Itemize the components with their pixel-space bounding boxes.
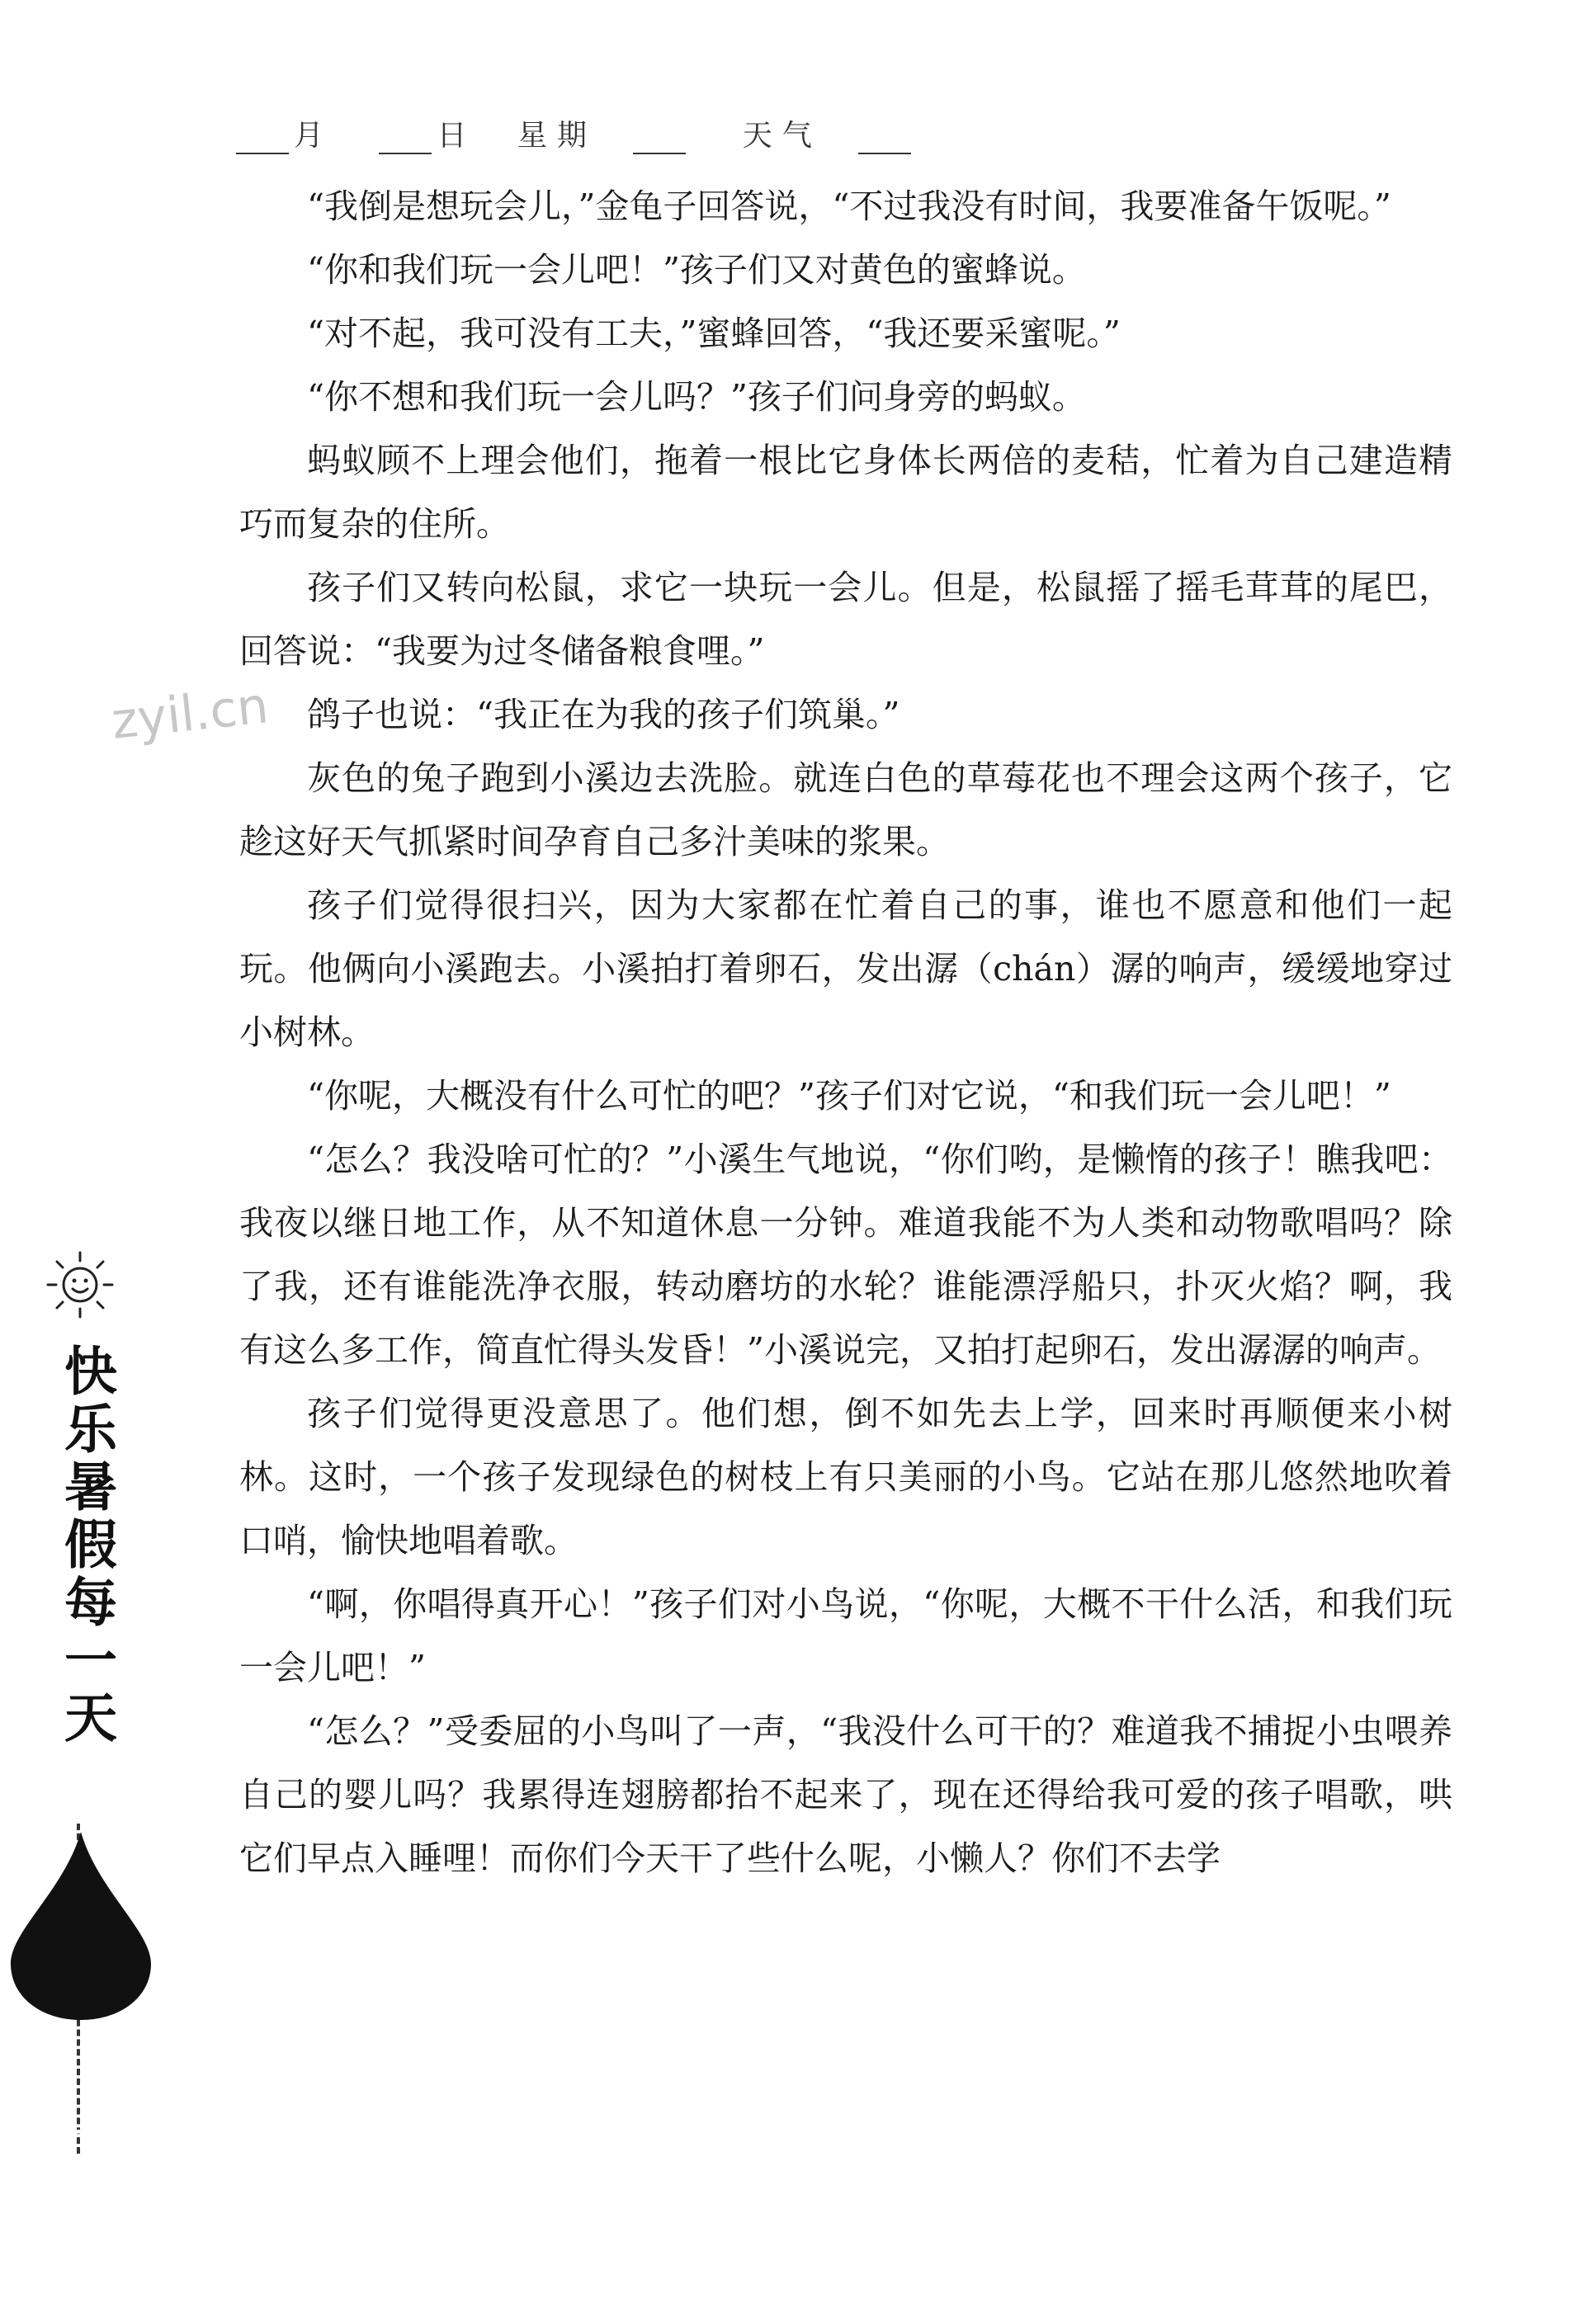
date-weather-header <box>231 112 916 154</box>
story-text <box>239 175 1452 1890</box>
weather-blank[interactable] <box>858 120 911 154</box>
watermark: zyil.cn <box>108 677 272 751</box>
page-number: 108 <box>31 2121 126 2178</box>
paragraph: 孩子们觉得很扫兴，因为大家都在忙着自己的事，谁也不愿意和他们一起玩。他俩向小溪跑去。小溪拍打着卵石，发出潺（chán）潺的响声，缓缓地穿过小树林。 <box>239 885 1452 1052</box>
day-blank[interactable] <box>379 120 432 154</box>
paragraph: 孩子们又转向松鼠，求它一块玩一会儿。但是，松鼠摇了摇毛茸茸的尾巴，回答说：“我要为过冬储备粮食哩。” <box>239 568 1452 671</box>
paragraph: 蚂蚁顾不上理会他们，拖着一根比它身体长两倍的麦秸，忙着为自己建造精巧而复杂的住所。 <box>239 441 1452 544</box>
smiling-sun-icon <box>45 1249 116 1320</box>
paragraph: “对不起，我可没有工夫，”蜜蜂回答，“我还要采蜜呢。” <box>307 314 1121 353</box>
paragraph: “你不想和我们玩一会儿吗？”孩子们问身旁的蚂蚁。 <box>307 377 1086 417</box>
weather-label: 天气 <box>742 119 822 153</box>
paragraph: “我倒是想玩会儿，”金龟子回答说，“不过我没有时间，我要准备午饭呢。” <box>307 186 1391 226</box>
paragraph: 孩子们觉得更没意思了。他们想，倒不如先去上学，回来时再顺便来小树林。这时，一个孩子发现绿色的树枝上有只美丽的小鸟。它站在那儿悠然地吹着口哨，愉快地唱着歌。 <box>239 1394 1452 1560</box>
paragraph: “怎么？我没啥可忙的？”小溪生气地说，“你们哟，是懒惰的孩子！瞧我吧：我夜以继日地工作，从不知道休息一分钟。难道我能不为人类和动物歌唱吗？除了我，还有谁能洗净衣服，转动磨坊的水轮？谁能漂浮船只，扑灭火焰？啊，我有这么多工作，简直忙得头发昏！”小溪说完，又拍打起卵石，发出潺潺的响声。 <box>239 1140 1452 1370</box>
paragraph: “你呢，大概没有什么可忙的吧？”孩子们对它说，“和我们玩一会儿吧！” <box>307 1076 1391 1116</box>
paragraph: 灰色的兔子跑到小溪边去洗脸。就连白色的草莓花也不理会这两个孩子，它趁这好天气抓紧时间孕育自己多汁美味的浆果。 <box>239 758 1452 861</box>
book-title: 快乐暑假每一天 <box>55 1343 116 1748</box>
weekday-blank[interactable] <box>633 120 686 154</box>
month-blank[interactable] <box>236 120 289 154</box>
paragraph: “怎么？”受委屈的小鸟叫了一声，“我没什么可干的？难道我不捕捉小虫喂养自己的婴儿吗？我累得连翅膀都抬不起来了，现在还得给我可爱的孩子唱歌，哄它们早点入睡哩！而你们今天干了些什么呢，小懒人？你们不去学 <box>239 1711 1452 1878</box>
day-label: 日 <box>437 119 477 153</box>
paragraph: “你和我们玩一会儿吧！”孩子们又对黄色的蜜蜂说。 <box>307 250 1086 290</box>
paragraph: 鸽子也说：“我正在为我的孩子们筑巢。” <box>307 695 900 734</box>
weekday-label: 星期 <box>517 119 597 153</box>
month-label: 月 <box>294 119 334 153</box>
ink-drop-icon <box>7 1832 155 2022</box>
paragraph: “啊，你唱得真开心！”孩子们对小鸟说，“你呢，大概不干什么活，和我们玩一会儿吧！” <box>239 1584 1452 1687</box>
